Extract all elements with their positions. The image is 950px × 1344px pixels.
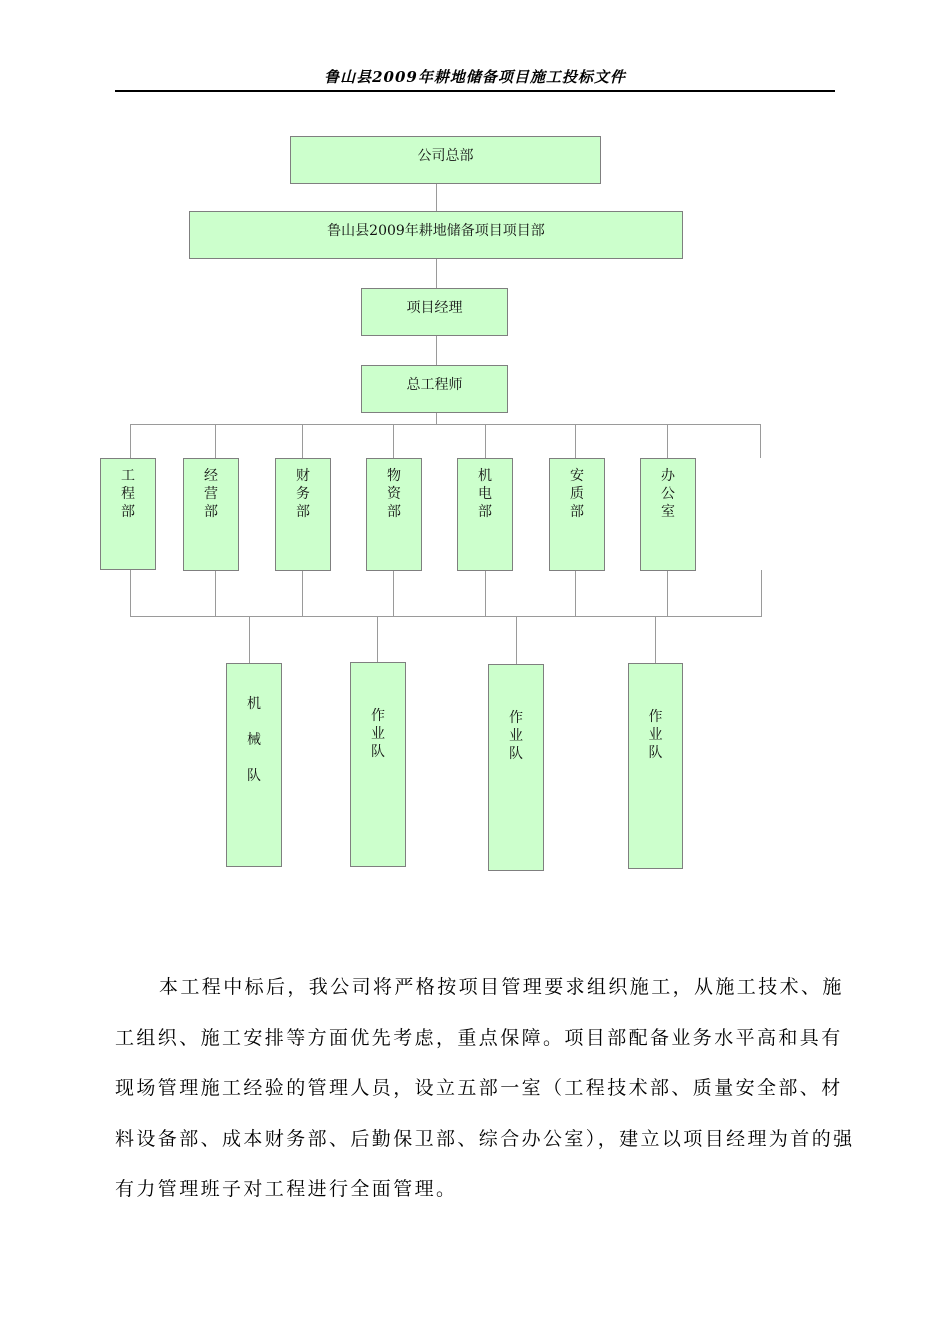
connector [130,570,131,616]
dept-box-business: 经 营 部 [183,458,239,571]
project-manager-box: 项目经理 [361,288,508,336]
connector [130,424,131,458]
connector [302,570,303,616]
connector [575,424,576,458]
connector [215,424,216,458]
connector [761,570,762,616]
connector [215,570,216,616]
dept-box-electromechanical: 机 电 部 [457,458,513,571]
dept-box-engineering: 工 程 部 [100,458,156,570]
project-dept-box: 鲁山县2009年耕地储备项目项目部 [189,211,683,259]
header-rule [115,90,835,92]
connector [393,570,394,616]
connector [516,616,517,664]
dept-box-office: 办 公 室 [640,458,696,571]
body-paragraph [115,962,855,1215]
team-box-work-2: 作 业 队 [488,664,544,871]
page-header-title: 鲁山县2009年耕地储备项目施工投标文件 [324,68,626,86]
dept-box-materials: 物 资 部 [366,458,422,571]
connector [302,424,303,458]
dept-box-safety-quality: 安 质 部 [549,458,605,571]
connector [377,616,378,662]
connector [436,336,437,366]
dept-box-finance: 财 务 部 [275,458,331,571]
body-paragraph-text: 本工程中标后，我公司将严格按项目管理要求组织施工，从施工技术、施工组织、施工安排等方面优先考虑，重点保障。项目部配备业务水平高和具有现场管理施工经验的管理人员，设立五部一室（工程技术部、质量安全部、材料设备部、成本财务部、后勤保卫部、综合办公室），建立以项目经理为首的强有力管理班子对工程进行全面管理。 [115,976,855,1200]
connector [760,424,761,458]
connector [667,570,668,616]
team-box-work-3: 作 业 队 [628,663,683,869]
connector [249,616,250,663]
connector [485,424,486,458]
chief-engineer-box: 总工程师 [361,365,508,413]
connector [436,259,437,289]
company-hq-box: 公司总部 [290,136,601,184]
connector [575,570,576,616]
connector [655,616,656,663]
team-box-machinery: 机 械 队 [226,663,282,867]
connector [393,424,394,458]
connector [485,570,486,616]
connector [667,424,668,458]
team-box-work-1: 作 业 队 [350,662,406,867]
connector [436,184,437,212]
team-bus-line [130,616,762,617]
